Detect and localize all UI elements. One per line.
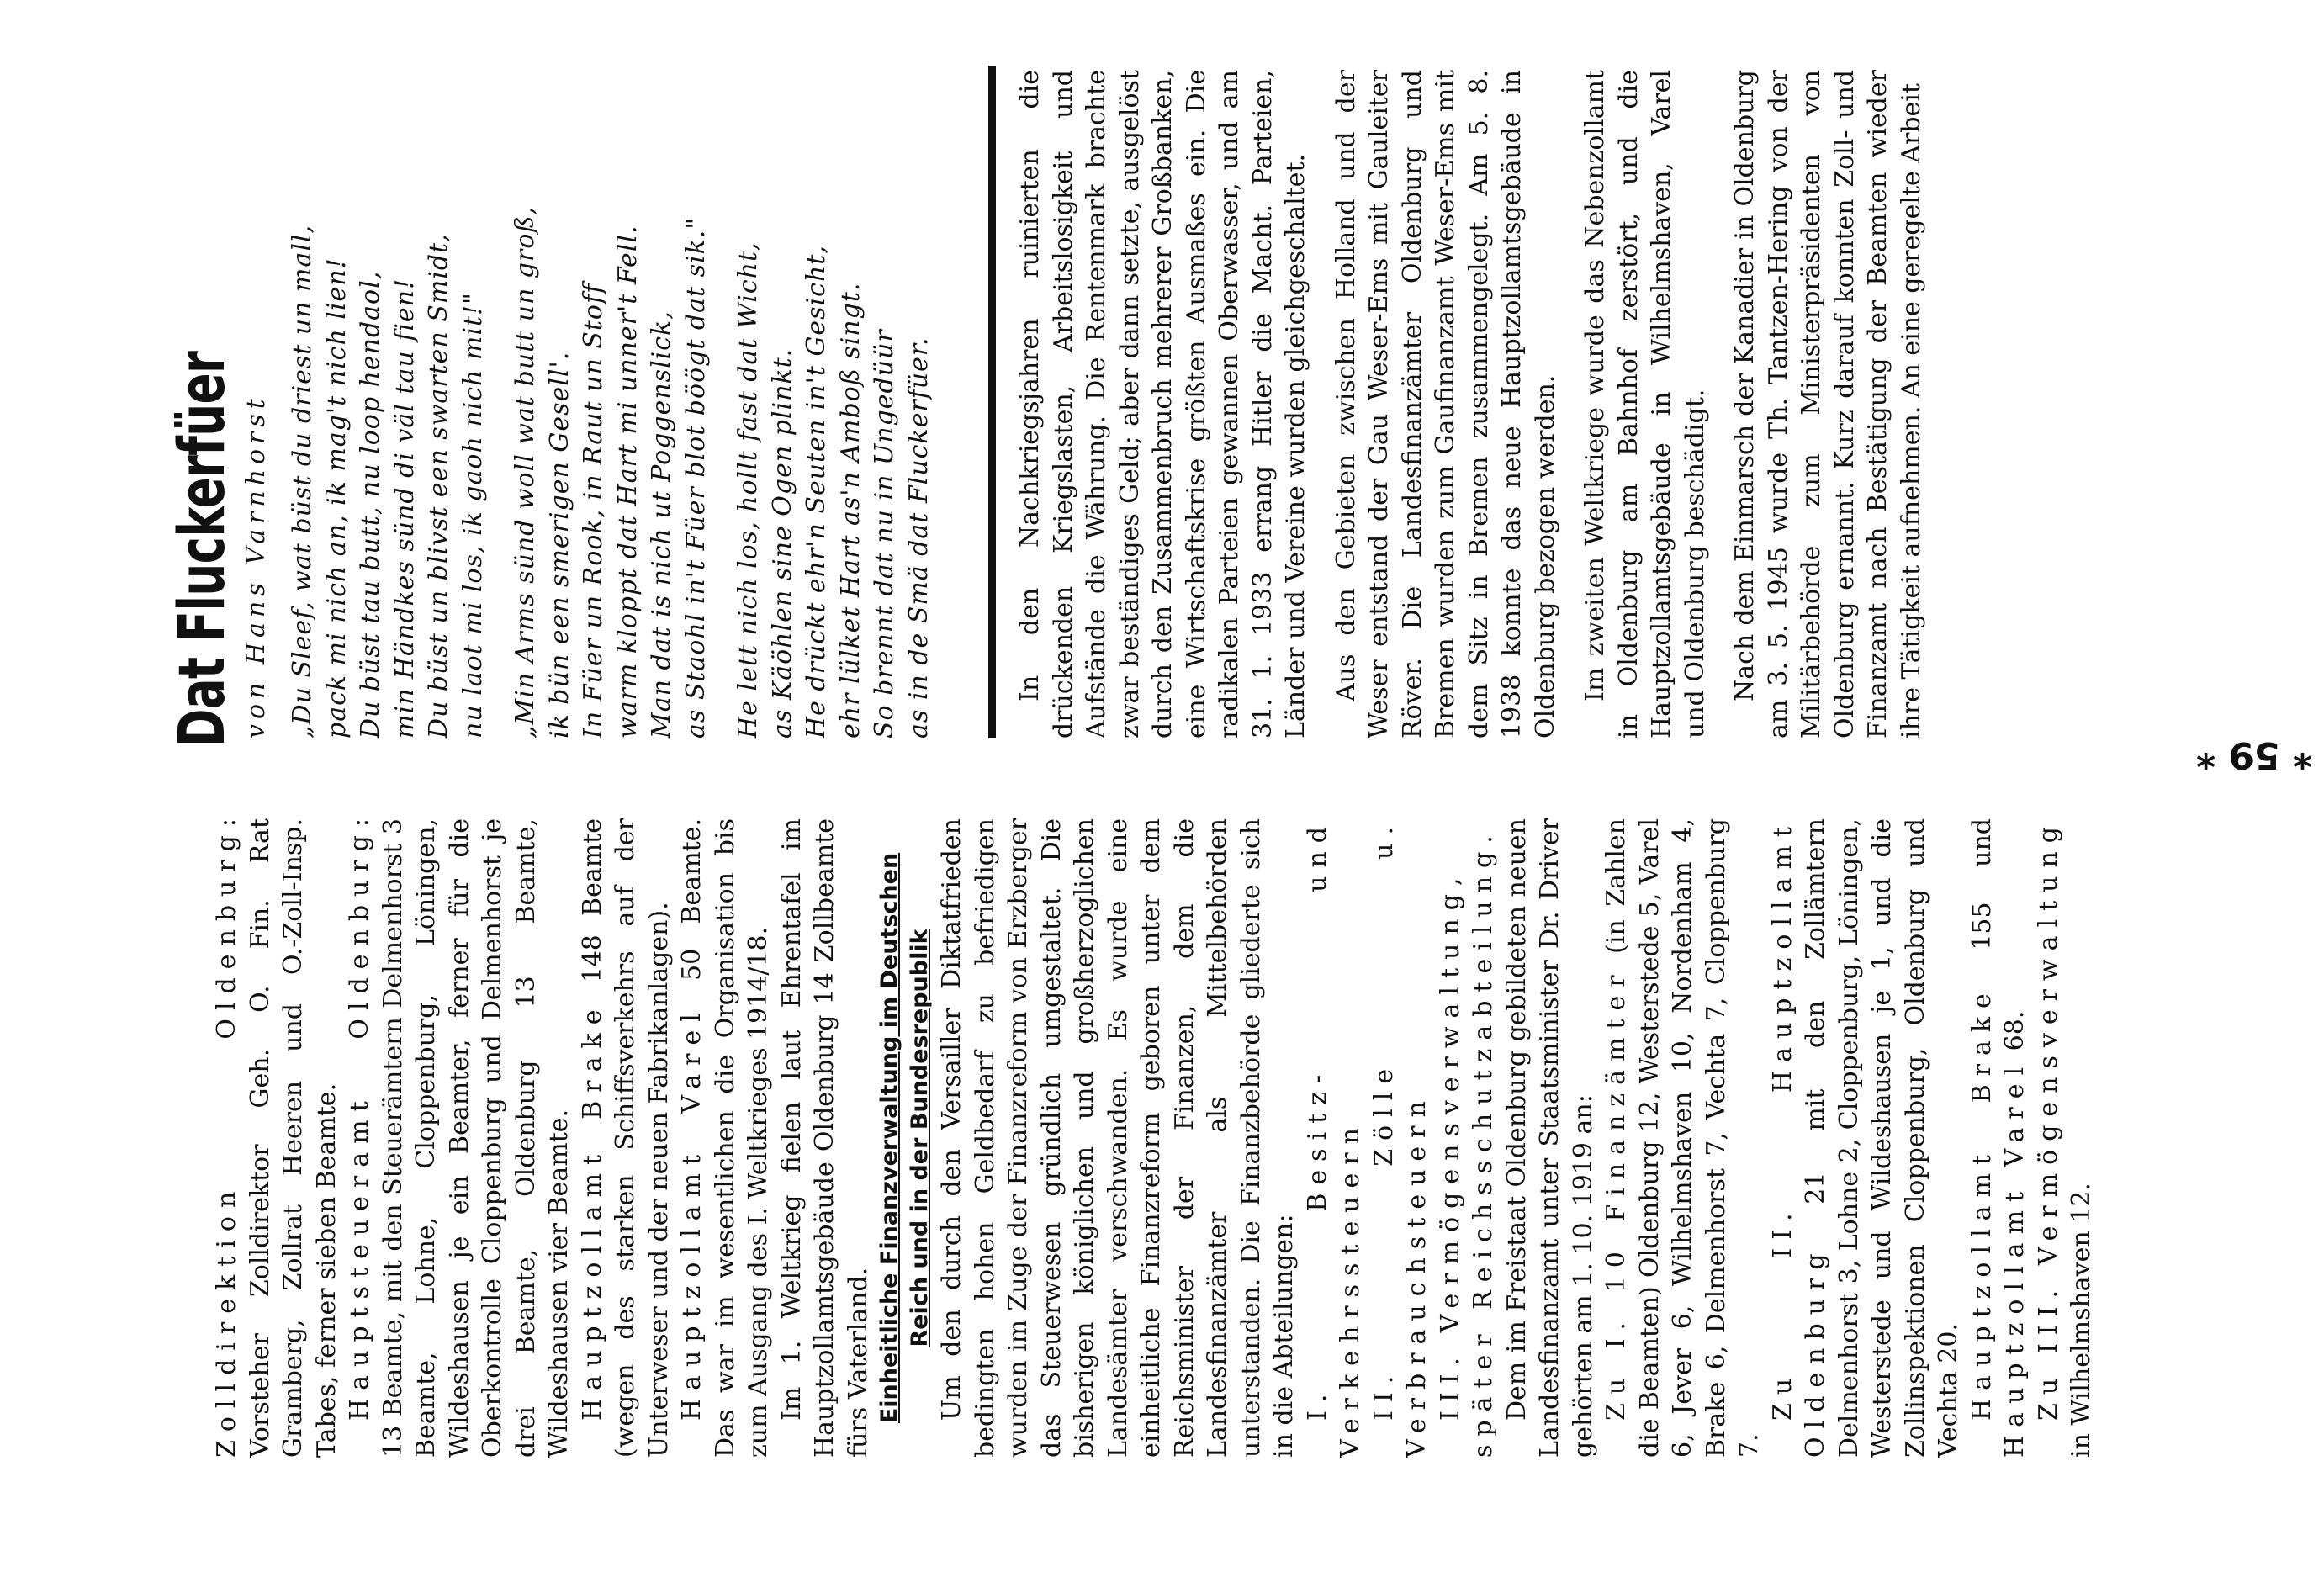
paragraph-text: in Wilhelmshaven 12. (2067, 1183, 2096, 1458)
paragraph-text: 21 mit den Zollämtern Delmenhorst 3, Lohne 2, Cloppenburg, Löningen, Westerstede und Wildeshausen je 1, und die Zollinspektionen Cloppenburg, Oldenburg und Vechta 20. (1801, 818, 1963, 1458)
paragraph-gap (1313, 70, 1330, 738)
page-number-text: * 59 * (2196, 733, 2312, 776)
institution-label: Hauptzollamt Brake (577, 1001, 607, 1421)
department-item (1434, 818, 1468, 1458)
department-label: III. Vermögensverwaltung, (1435, 869, 1465, 1421)
poem-stanza (509, 49, 713, 738)
paragraph: Dem im Freistaat Oldenburg gebildeten neuen Landesfinanzamt unter Staatsminister Dr. Driver gehörten am 1. 10. 1919 an: (1501, 818, 1598, 1458)
poem-line: „Min Arms sünd woll wat butt un groß, (511, 205, 540, 738)
right-column (1014, 70, 1928, 738)
section-heading: Einheitliche Finanzverwaltung im Deutschen Reich und in der Bundesrepublik (876, 852, 933, 1424)
paragraph-text: (in Zahlen die Beamten) Oldenburg 12, Westerstede 5, Varel 6, Jever 6, Wilhelmshaven 10, Nordenham 4, Brake 6, Delmenhorst 7, Vechta 7, Cloppenburg 7. (1601, 818, 1764, 1458)
institution-label: Hauptzollamt Brake (1967, 985, 1997, 1421)
poem-line: pack mi nich an, ik mag't nich lien! (321, 257, 352, 738)
poem-line: Man dat is nich ut Poggenslick, (647, 310, 676, 738)
paragraph: Im zweiten Weltkriege wurde das Nebenzollamt in Oldenburg am Bahnhof zerstört, und die Hauptzollamtsgebäude in Wilhelmshaven, Varel und Oldenburg beschädigt. (1580, 70, 1710, 738)
poem-line: warm kloppt dat Hart mi unner't Fell. (612, 225, 643, 738)
department-item (1368, 818, 1434, 1458)
paragraph-text: 68. (2000, 1010, 2030, 1059)
department-item (1467, 818, 1501, 1458)
paragraph (343, 818, 576, 1458)
institution-label: Hauptzollamt Varel (2000, 1058, 2030, 1458)
paragraph: Aus den Gebieten zwischen Holland und der Weser entstand der Gau Weser-Ems mit Gauleiter Röver. Die Landesfinanzämter Oldenburg und Bremen wurden zum Gaufinanzamt Weser-Ems mit dem Sitz in Bremen zusammengelegt. Am 5. 8. 1938 konnte das neue Hauptzollamtsgebäude in Oldenburg bezogen werden. (1331, 70, 1560, 738)
department-item (1301, 818, 1368, 1458)
paragraph (576, 818, 676, 1458)
paragraph (1600, 818, 1766, 1458)
paragraph-text: : Vorsteher Zolldirektor Geh. O. Fin. Rat Gramberg, Zollrat Heeren und O.-Zoll-Insp. Tabes, ferner sieben Beamte. (212, 818, 341, 1458)
paragraph (1966, 818, 2032, 1458)
page-number (2170, 726, 2324, 776)
paragraph (675, 818, 776, 1458)
institution-label: Zu II. Hauptzollamt Oldenburg (1767, 818, 1830, 1458)
poem-line: „Du Sleef, wat büst du driest un mall, (288, 224, 317, 738)
poem-title: Dat Fluckerfüer (164, 351, 239, 747)
paragraph (210, 818, 343, 1458)
paragraph-text: : 13 Beamte, mit den Steuerämtern Delmenhorst 3 Beamte, Lohne, Cloppenburg, Löningen, Wildeshausen je ein Beamter, ferner für die Oberkontrolle Cloppenburg und Delmenhorst je drei Beamte, Oldenburg 13 Beamte, Wildeshausen vier Beamte. (345, 818, 574, 1458)
separator-rule (988, 66, 996, 738)
paragraph-text: 50 Beamte. Das war im wesentlichen die Organisation bis zum Ausgang des I. Weltkrieges 1914/18. (677, 818, 773, 1458)
poem-line: He lett nich los, hollt fast dat Wicht, (733, 241, 763, 738)
paragraph: Um den durch den Versailler Diktatfrieden bedingten hohen Geldbedarf zu befriedigen wurden im Zuge der Finanzreform von Erzberger das Steuerwesen gründlich umgestaltet. Die bisherigen königlichen und großherzoglichen Landesämter verschwanden. Es wurde eine einheitliche Finanzreform geboren unter dem Reichsminister der Finanzen, dem die Landesfinanzämter als Mittelbehörden unterstanden. Die Finanzbehörde gliederte sich in die Abteilungen: (937, 818, 1299, 1458)
left-column (210, 818, 2099, 1458)
paragraph: Im 1. Weltkrieg fielen laut Ehrentafel im Hauptzollamtsgebäude Oldenburg 14 Zollbeamte fürs Vaterland. (776, 818, 873, 1458)
paragraph: In den Nachkriegsjahren ruinierten die drückenden Kriegslasten, Arbeitslosigkeit und Aufstände die Währung. Die Rentenmark brachte zwar beständiges Geld; aber dann setzte, ausgelöst durch den Zusammenbruch mehrerer Großbanken, eine Wirtschaftskrise größten Ausmaßes ein. Die radikalen Parteien gewannen Oberwasser, und am 31. 1. 1933 errang Hitler die Macht. Parteien, Länder und Vereine wurden gleichgeschaltet. (1015, 70, 1310, 738)
poem-line: as in de Smä dat Fluckerfüer. (903, 336, 934, 738)
poem-line: He drückt ehr'n Seuten in't Gesicht, (802, 245, 831, 738)
paragraph-gap (1712, 70, 1728, 738)
paragraph-gap (1562, 70, 1579, 738)
poem (286, 49, 955, 738)
department-label: I. Besitz- und Verkehrssteuern (1302, 818, 1365, 1458)
institution-label: Zolldirektion Oldenburg (212, 827, 241, 1458)
poem-line: ik bün een smerigen Gesell'. (544, 351, 574, 738)
poem-line: In Füer un Rook, in Raut un Stoff (579, 283, 608, 738)
institution-label: Hauptsteueramt Oldenburg (345, 827, 374, 1421)
department-label: später Reichsschutzabteilung. (1469, 827, 1498, 1458)
paragraph: Nach dem Einmarsch der Kanadier in Oldenburg am 3. 5. 1945 wurde Th. Tantzen-Hering von der Militärbehörde zum Ministerpräsidenten von Oldenburg ernannt. Kurz darauf konnten Zoll- und Finanzamt nach Bestätigung der Beamten wieder ihre Tätigkeit aufnehmen. An eine geregelte Arbeit (1730, 70, 1926, 738)
poem-stanza (732, 49, 936, 738)
paragraph-text: 148 Beamte (wegen des starken Schiffsverkehrs auf der Unterweser und der neuen Fabrikanlagen). (577, 818, 674, 1458)
poem-line: ehr lülket Hart as'n Amboß singt. (835, 282, 866, 738)
paragraph (2032, 818, 2099, 1458)
poem-line: So brennt dat nu in Ungedüür (870, 329, 899, 738)
paragraph-text: 155 und (1967, 818, 1997, 986)
poem-stanza (286, 49, 490, 738)
poem-line: nu laot mi los, ik gaoh nich mit!" (458, 292, 488, 738)
poem-line: min Händkes sünd di väl tau fien! (389, 278, 420, 738)
poem-line: as Staohl in't Füer blot böögt dat sik." (680, 216, 711, 738)
poem-line: as Käöhlen sine Ogen plinkt. (767, 347, 797, 738)
department-label: II. Zölle u. Verbrauchsteuern (1368, 818, 1432, 1458)
paragraph (1766, 818, 1966, 1458)
poem-line: Du büst tau butt, nu loop hendaol, (356, 270, 385, 738)
poem-line: Du büst un blivst een swarten Smidt, (424, 233, 453, 738)
poem-author: von Hans Varnhorst (241, 394, 271, 738)
institution-label: Hauptzollamt Varel (677, 1005, 707, 1421)
institution-label: Zu I. 10 Finanzämter (1601, 966, 1631, 1421)
institution-label: Zu III. Vermögensverwaltung (2033, 818, 2063, 1421)
